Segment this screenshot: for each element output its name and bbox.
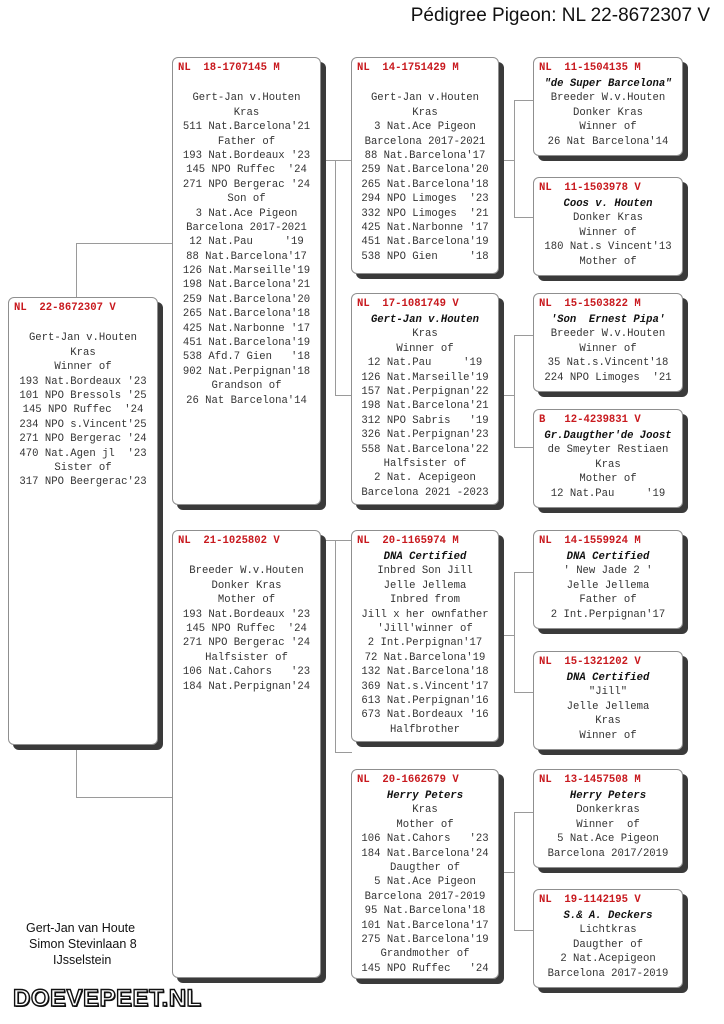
ring-number: NL 11-1504135 M	[539, 62, 641, 74]
card-line: Barcelona 2017-2019	[364, 890, 486, 903]
card-line: Father of	[579, 594, 637, 607]
card-line: 157 Nat.Perpignan'22	[361, 385, 489, 398]
pigeon-card-sire-sire[interactable]	[351, 57, 499, 274]
card-line: 2 Nat. Acepigeon	[374, 472, 476, 485]
card-line: 184 Nat.Barcelona'24	[361, 847, 489, 860]
card-highlight-line: 'Son Ernest Pipa'	[550, 314, 666, 326]
card-line: Jelle Jellema	[566, 700, 650, 713]
card-text	[9, 317, 157, 490]
card-line: 234 NPO s.Vincent'25	[19, 418, 147, 431]
card-line: 106 Nat.Cahors '23	[361, 833, 489, 846]
card-line: 558 Nat.Barcelona'22	[361, 443, 489, 456]
card-line: ' New Jade 2 '	[563, 565, 653, 578]
card-line: Winner of	[396, 342, 454, 355]
card-text	[534, 429, 682, 501]
connector-ss-h	[498, 160, 514, 161]
card-line: 'Jill'winner of	[377, 622, 473, 635]
card-line: 198 Nat.Barcelona'21	[182, 279, 311, 292]
card-line: 12 Nat.Pau '19	[367, 357, 483, 370]
card-line: 35 Nat.s.Vincent'18	[547, 357, 669, 370]
card-line: 95 Nat.Barcelona'18	[364, 905, 486, 918]
card-line: Donker Kras	[211, 579, 282, 592]
card-line: 425 Nat.Narbonne '17	[361, 221, 489, 234]
card-text	[534, 789, 682, 861]
connector-ss-top	[514, 100, 534, 101]
card-line: 5 Nat.Ace Pigeon	[557, 833, 659, 846]
connector-sd-v	[514, 335, 515, 447]
card-line: Kras	[412, 106, 438, 119]
card-line: Barcelona 2017/2019	[547, 847, 669, 860]
card-line: 2 Int.Perpignan'17	[367, 637, 483, 650]
card-line: 425 Nat.Narbonne '17	[182, 322, 311, 335]
card-highlight-line: Herry Peters	[569, 790, 647, 802]
connector-ss-v	[514, 100, 515, 217]
card-line: 470 Nat.Agen jl '23	[19, 447, 147, 460]
card-line: 106 Nat.Cahors '23	[182, 666, 311, 679]
card-line: 613 Nat.Perpignan'16	[361, 694, 489, 707]
card-line: Kras	[595, 715, 621, 728]
card-line	[9, 317, 157, 331]
pigeon-card-sire-dam[interactable]	[351, 293, 499, 505]
card-text	[352, 550, 498, 737]
card-text	[534, 313, 682, 385]
connector-subject-sire-h	[76, 243, 173, 244]
card-line: Daugther of	[573, 938, 643, 951]
pigeon-card-dsd[interactable]	[533, 651, 683, 750]
card-line: Jill x her ownfather	[361, 608, 489, 621]
card-line: 332 NPO Limoges '21	[361, 207, 489, 220]
card-line: Kras	[595, 458, 621, 471]
card-line: Jelle Jellema	[383, 579, 467, 592]
connector-dd-top	[514, 812, 534, 813]
card-line: 184 Nat.Perpignan'24	[182, 680, 311, 693]
card-line: 271 NPO Bergerac '24	[19, 433, 147, 446]
connector-ss-bot	[514, 217, 534, 218]
card-line: Son of	[227, 193, 266, 206]
card-line: 72 Nat.Barcelona'19	[364, 651, 486, 664]
card-line: 193 Nat.Bordeaux '23	[19, 375, 147, 388]
ring-number: NL 19-1142195 V	[539, 894, 641, 906]
pigeon-card-dam-sire[interactable]	[351, 530, 499, 742]
card-line: 294 NPO Limoges '23	[361, 193, 489, 206]
card-highlight-line: Gr.Daugther'de Joost	[544, 430, 672, 442]
ring-number: NL 18-1707145 M	[178, 62, 280, 74]
card-line: 673 Nat.Bordeaux '16	[361, 709, 489, 722]
card-line: 451 Nat.Barcelona'19	[182, 337, 311, 350]
card-line: 265 Nat.Barcelona'18	[182, 308, 311, 321]
ring-number: NL 21-1025802 V	[178, 535, 280, 547]
card-text	[352, 313, 498, 500]
card-line: 3 Nat.Ace Pigeon	[195, 207, 298, 220]
card-line: 271 NPO Bergerac '24	[182, 637, 311, 650]
owner-name: Gert-Jan van Houte	[26, 921, 136, 935]
owner-city: IJsselstein	[53, 953, 112, 967]
card-line: Mother of	[579, 473, 637, 486]
card-line: de Smeyter Restiaen	[547, 444, 669, 457]
connector-ds-bot	[514, 692, 534, 693]
card-line: 5 Nat.Ace Pigeon	[374, 876, 476, 889]
card-text	[534, 550, 682, 622]
connector-sire-branch	[320, 160, 352, 161]
ring-number: NL 15-1321202 V	[539, 656, 641, 668]
card-line: Gert-Jan v.Houten	[28, 332, 138, 345]
card-line: Mother of	[217, 594, 276, 607]
card-line: Daugther of	[390, 861, 460, 874]
card-line: Gert-Jan v.Houten	[192, 92, 301, 105]
card-line: 12 Nat.Pau '19	[550, 487, 666, 500]
card-line: 101 Nat.Barcelona'17	[361, 919, 489, 932]
connector-sd-h	[498, 395, 514, 396]
card-line: Donker Kras	[573, 212, 643, 225]
card-line: Gert-Jan v.Houten	[370, 92, 480, 105]
connector-ds-h	[498, 635, 514, 636]
card-line: 511 Nat.Barcelona'21	[182, 121, 311, 134]
card-line: Mother of	[579, 255, 637, 268]
connector-dd-bot	[514, 930, 534, 931]
ring-number: NL 14-1559924 M	[539, 535, 641, 547]
card-line	[173, 77, 320, 91]
card-highlight-line: Coos v. Houten	[563, 198, 653, 210]
card-highlight-line: "de Super Barcelona"	[544, 78, 672, 90]
ring-number: NL 14-1751429 M	[357, 62, 459, 74]
card-line: Mother of	[396, 818, 454, 831]
card-line: 132 Nat.Barcelona'18	[361, 666, 489, 679]
card-line: 180 Nat.s Vincent'13	[544, 241, 672, 254]
card-line: Kras	[70, 346, 96, 359]
owner-street: Simon Stevinlaan 8	[29, 937, 137, 951]
connector-subject-dam-h	[76, 797, 173, 798]
pigeon-card-sds[interactable]	[533, 293, 683, 392]
ring-number: NL 22-8672307 V	[14, 302, 116, 314]
card-line: 538 NPO Gien '18	[361, 250, 489, 263]
card-line: Breeder W.v.Houten	[550, 328, 666, 341]
ring-number: NL 11-1503978 V	[539, 182, 641, 194]
card-line: 538 Afd.7 Gien '18	[182, 351, 311, 364]
card-line: Winner of	[579, 342, 637, 355]
card-line: Winner of	[576, 818, 640, 831]
card-line: 2 Nat.Acepigeon	[560, 953, 656, 966]
connector-ds-top	[514, 572, 534, 573]
card-line: Inbred from	[390, 594, 460, 607]
card-line: 312 NPO Sabris '19	[361, 414, 489, 427]
card-highlight-line: S.& A. Deckers	[563, 910, 653, 922]
card-line: 265 Nat.Barcelona'18	[361, 178, 489, 191]
card-line: Sister of	[54, 461, 112, 474]
ring-number: B 12-4239831 V	[539, 414, 641, 426]
card-line: 902 Nat.Perpignan'18	[182, 365, 311, 378]
card-text	[352, 789, 498, 976]
card-line: Inbred Son Jill	[377, 565, 473, 578]
connector-dam-branch-l	[335, 752, 352, 753]
card-line: 451 Nat.Barcelona'19	[361, 236, 489, 249]
card-line: Kras	[233, 106, 260, 119]
card-line: Grandmother of	[380, 948, 470, 961]
card-line	[173, 550, 320, 564]
pigeon-card-ddd[interactable]	[533, 889, 683, 988]
ring-number: NL 20-1662679 V	[357, 774, 459, 786]
card-line: Winner of	[579, 729, 637, 742]
card-line: 3 Nat.Ace Pigeon	[374, 121, 476, 134]
card-text	[173, 550, 320, 694]
ring-number: NL 13-1457508 M	[539, 774, 641, 786]
connector-ds-v	[514, 572, 515, 692]
pigeon-card-dam[interactable]	[172, 530, 321, 978]
card-line: Lichtkras	[579, 924, 637, 937]
card-highlight-line: DNA Certified	[383, 551, 467, 563]
card-line: 145 NPO Ruffec '24	[22, 404, 144, 417]
card-text	[173, 77, 320, 408]
card-line: Jelle Jellema	[566, 579, 650, 592]
card-line: Breeder W.v.Houten	[189, 565, 304, 578]
card-line	[352, 77, 498, 91]
pigeon-card-ssd[interactable]	[533, 177, 683, 276]
card-text	[352, 77, 498, 264]
connector-subject-dam	[76, 745, 77, 797]
ring-number: NL 17-1081749 V	[357, 298, 459, 310]
card-line: 88 Nat.Barcelona'17	[186, 250, 307, 263]
card-line: 2 Int.Perpignan'17	[550, 608, 666, 621]
pigeon-card-dam-dam[interactable]	[351, 769, 499, 979]
pigeon-card-sss[interactable]	[533, 57, 683, 156]
connector-sd-top	[514, 335, 534, 336]
card-text	[534, 909, 682, 981]
card-line: Donker Kras	[573, 106, 643, 119]
card-highlight-line: DNA Certified	[566, 672, 650, 684]
card-line: Kras	[412, 804, 438, 817]
card-line: 369 Nat.s.Vincent'17	[361, 680, 489, 693]
card-line: 317 NPO Beergerac'23	[19, 476, 147, 489]
card-line: 145 NPO Ruffec '24	[361, 962, 489, 975]
card-line: Breeder W.v.Houten	[550, 92, 666, 105]
connector-sire-branch-l	[335, 395, 352, 396]
card-line: Barcelona 2021 -2023	[361, 486, 489, 499]
card-line: 145 NPO Ruffec '24	[186, 622, 307, 635]
card-line: Halfsister of	[383, 457, 467, 470]
card-line: 275 Nat.Barcelona'19	[361, 933, 489, 946]
card-line: Winner of	[579, 121, 637, 134]
card-line: 12 Nat.Pau '19	[189, 236, 304, 249]
card-line: 259 Nat.Barcelona'20	[361, 164, 489, 177]
card-line: Father of	[217, 135, 276, 148]
card-line: Halfsister of	[205, 651, 288, 664]
connector-dd-v	[514, 812, 515, 930]
connector-dam-branch	[320, 540, 352, 541]
card-line: Barcelona 2017-2019	[547, 967, 669, 980]
connector-dam-branch-v	[335, 540, 336, 752]
card-line: 126 Nat.Marseille'19	[361, 371, 489, 384]
card-line: 271 NPO Bergerac '24	[182, 178, 311, 191]
card-highlight-line: Gert-Jan v.Houten	[370, 314, 480, 326]
card-line: 88 Nat.Barcelona'17	[364, 149, 486, 162]
site-logo: DOEVEPEET.NL	[13, 985, 202, 1012]
card-line: Winner of	[54, 361, 112, 374]
ring-number: NL 15-1503822 M	[539, 298, 641, 310]
card-line: 193 Nat.Bordeaux '23	[182, 149, 311, 162]
card-text	[534, 671, 682, 743]
page-title: Pédigree Pigeon: NL 22-8672307 V	[410, 5, 710, 26]
pigeon-card-dss[interactable]	[533, 530, 683, 629]
card-line: 326 Nat.Perpignan'23	[361, 429, 489, 442]
pigeon-card-subject[interactable]	[8, 297, 158, 745]
card-line: 224 NPO Limoges '21	[544, 371, 672, 384]
connector-subject-sire	[76, 243, 77, 298]
card-text	[534, 77, 682, 149]
card-line: Barcelona 2017-2021	[186, 221, 307, 234]
owner-address	[26, 920, 137, 968]
card-line: Halfbrother	[390, 723, 460, 736]
card-line: Kras	[412, 328, 438, 341]
connector-dd-h	[498, 872, 514, 873]
pigeon-card-sdd[interactable]	[533, 409, 683, 508]
card-highlight-line: Herry Peters	[386, 790, 464, 802]
ring-number: NL 20-1165974 M	[357, 535, 459, 547]
card-text	[534, 197, 682, 269]
card-line: 193 Nat.Bordeaux '23	[182, 608, 311, 621]
connector-sd-bot	[514, 447, 534, 448]
card-line: 145 NPO Ruffec '24	[186, 164, 307, 177]
card-line: 26 Nat Barcelona'14	[186, 394, 307, 407]
card-line: Winner of	[579, 226, 637, 239]
card-line: 198 Nat.Barcelona'21	[361, 400, 489, 413]
card-line: 259 Nat.Barcelona'20	[182, 293, 311, 306]
pigeon-card-dds[interactable]	[533, 769, 683, 868]
card-line: 26 Nat Barcelona'14	[547, 135, 669, 148]
card-line: Barcelona 2017-2021	[364, 135, 486, 148]
card-line: "Jill"	[588, 686, 628, 699]
connector-sire-branch-v	[335, 160, 336, 395]
card-line: Donkerkras	[576, 804, 640, 817]
card-highlight-line: DNA Certified	[566, 551, 650, 563]
card-line: 101 NPO Bressols '25	[19, 389, 147, 402]
pigeon-card-sire[interactable]	[172, 57, 321, 505]
card-line: 126 Nat.Marseille'19	[182, 265, 311, 278]
card-line: Grandson of	[211, 380, 282, 393]
